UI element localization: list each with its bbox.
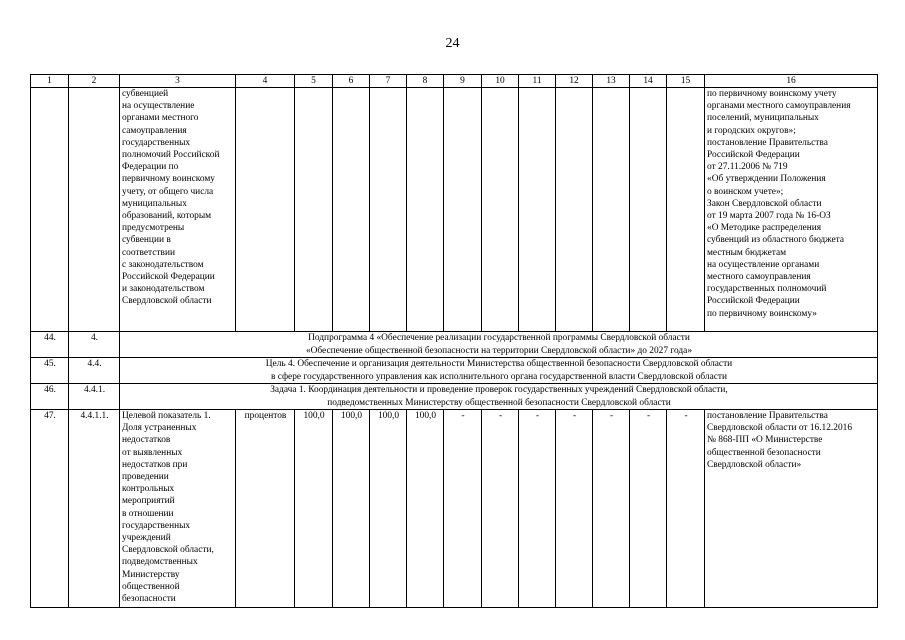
header-cell: 6	[333, 75, 370, 88]
goal-cell: Цель 4. Обеспечение и организация деятельности Министерства общественной безопасности Свердловской области в сфере государственного управления как исполнительного органа государственной власти Свердловской области	[120, 358, 878, 384]
header-cell: 4	[236, 75, 295, 88]
row-code-cell: 4.	[69, 332, 120, 358]
header-cell: 14	[630, 75, 667, 88]
table-header-row	[31, 75, 878, 88]
row-code-cell: 4.4.1.	[69, 384, 120, 410]
row-number-cell: 47.	[31, 410, 69, 608]
indicator-name-cell: субвенцией на осуществление органами местного самоуправления государственных полномочий Российской Федерации по первичному воинскому учету, от общего числа муниципальных образований, которым предусмотрены субвенции в соответствии с законодательством Российской Федерации и законодательством Свердловской области	[120, 88, 236, 332]
value-cell: -	[593, 410, 630, 608]
source-cell: постановление Правительства Свердловской области от 16.12.2016 № 868-ПП «О Министерстве общественной безопасности Свердловской области»	[705, 410, 878, 608]
unit-cell: процентов	[236, 410, 295, 608]
value-cell: -	[667, 410, 705, 608]
row-number-cell: 46.	[31, 384, 69, 410]
header-cell: 9	[444, 75, 482, 88]
header-cell: 8	[407, 75, 444, 88]
table-row-45	[31, 358, 878, 384]
table-row-46	[31, 384, 878, 410]
task-cell: Задача 1. Координация деятельности и проведение проверок государственных учреждений Свердловской области, подведомственных Министерству общественной безопасности Свердловской области	[120, 384, 878, 410]
indicator-name-cell: Целевой показатель 1. Доля устраненных недостатков от выявленных недостатков при проведении контрольных мероприятий в отношении государственных учреждений Свердловской области, подведомственных Министерству общественной безопасности	[120, 410, 236, 608]
subprogram-cell: Подпрограмма 4 «Обеспечение реализации государственной программы Свердловской области «Обеспечение общественной безопасности на территории Свердловской области» до 2027 года»	[120, 332, 878, 358]
header-cell: 1	[31, 75, 69, 88]
row-code-cell: 4.4.1.1.	[69, 410, 120, 608]
header-cell: 2	[69, 75, 120, 88]
header-cell: 10	[482, 75, 519, 88]
row-number-cell: 44.	[31, 332, 69, 358]
header-cell: 7	[370, 75, 407, 88]
header-cell: 5	[295, 75, 333, 88]
value-cell: -	[444, 410, 482, 608]
value-cell: 100,0	[407, 410, 444, 608]
value-cell: 100,0	[333, 410, 370, 608]
header-cell: 15	[667, 75, 705, 88]
value-cell: -	[482, 410, 519, 608]
value-cell: -	[519, 410, 556, 608]
header-cell: 3	[120, 75, 236, 88]
indicators-table	[30, 74, 878, 608]
header-cell: 11	[519, 75, 556, 88]
value-cell: 100,0	[295, 410, 333, 608]
value-cell: -	[630, 410, 667, 608]
table-row-47	[31, 410, 878, 608]
page-number: 24	[445, 36, 460, 51]
row-code-cell: 4.4.	[69, 358, 120, 384]
row-number-cell: 45.	[31, 358, 69, 384]
table-row-continued	[31, 88, 878, 332]
source-cell: по первичному воинскому учету органами местного самоуправления поселений, муниципальных и городских округов»; постановление Правительства Российской Федерации от 27.11.2006 № 719 «Об утверждении Положения о воинском учете»; Закон Свердловской области от 19 марта 2007 года № 16-ОЗ «О Методике распределения субвенций из областного бюджета местным бюджетам на осуществление органами местного самоуправления государственных полномочий Российской Федерации по первичному воинскому»	[705, 88, 878, 332]
header-cell: 13	[593, 75, 630, 88]
value-cell: -	[556, 410, 593, 608]
table-row-44	[31, 332, 878, 358]
value-cell: 100,0	[370, 410, 407, 608]
header-cell: 16	[705, 75, 878, 88]
header-cell: 12	[556, 75, 593, 88]
